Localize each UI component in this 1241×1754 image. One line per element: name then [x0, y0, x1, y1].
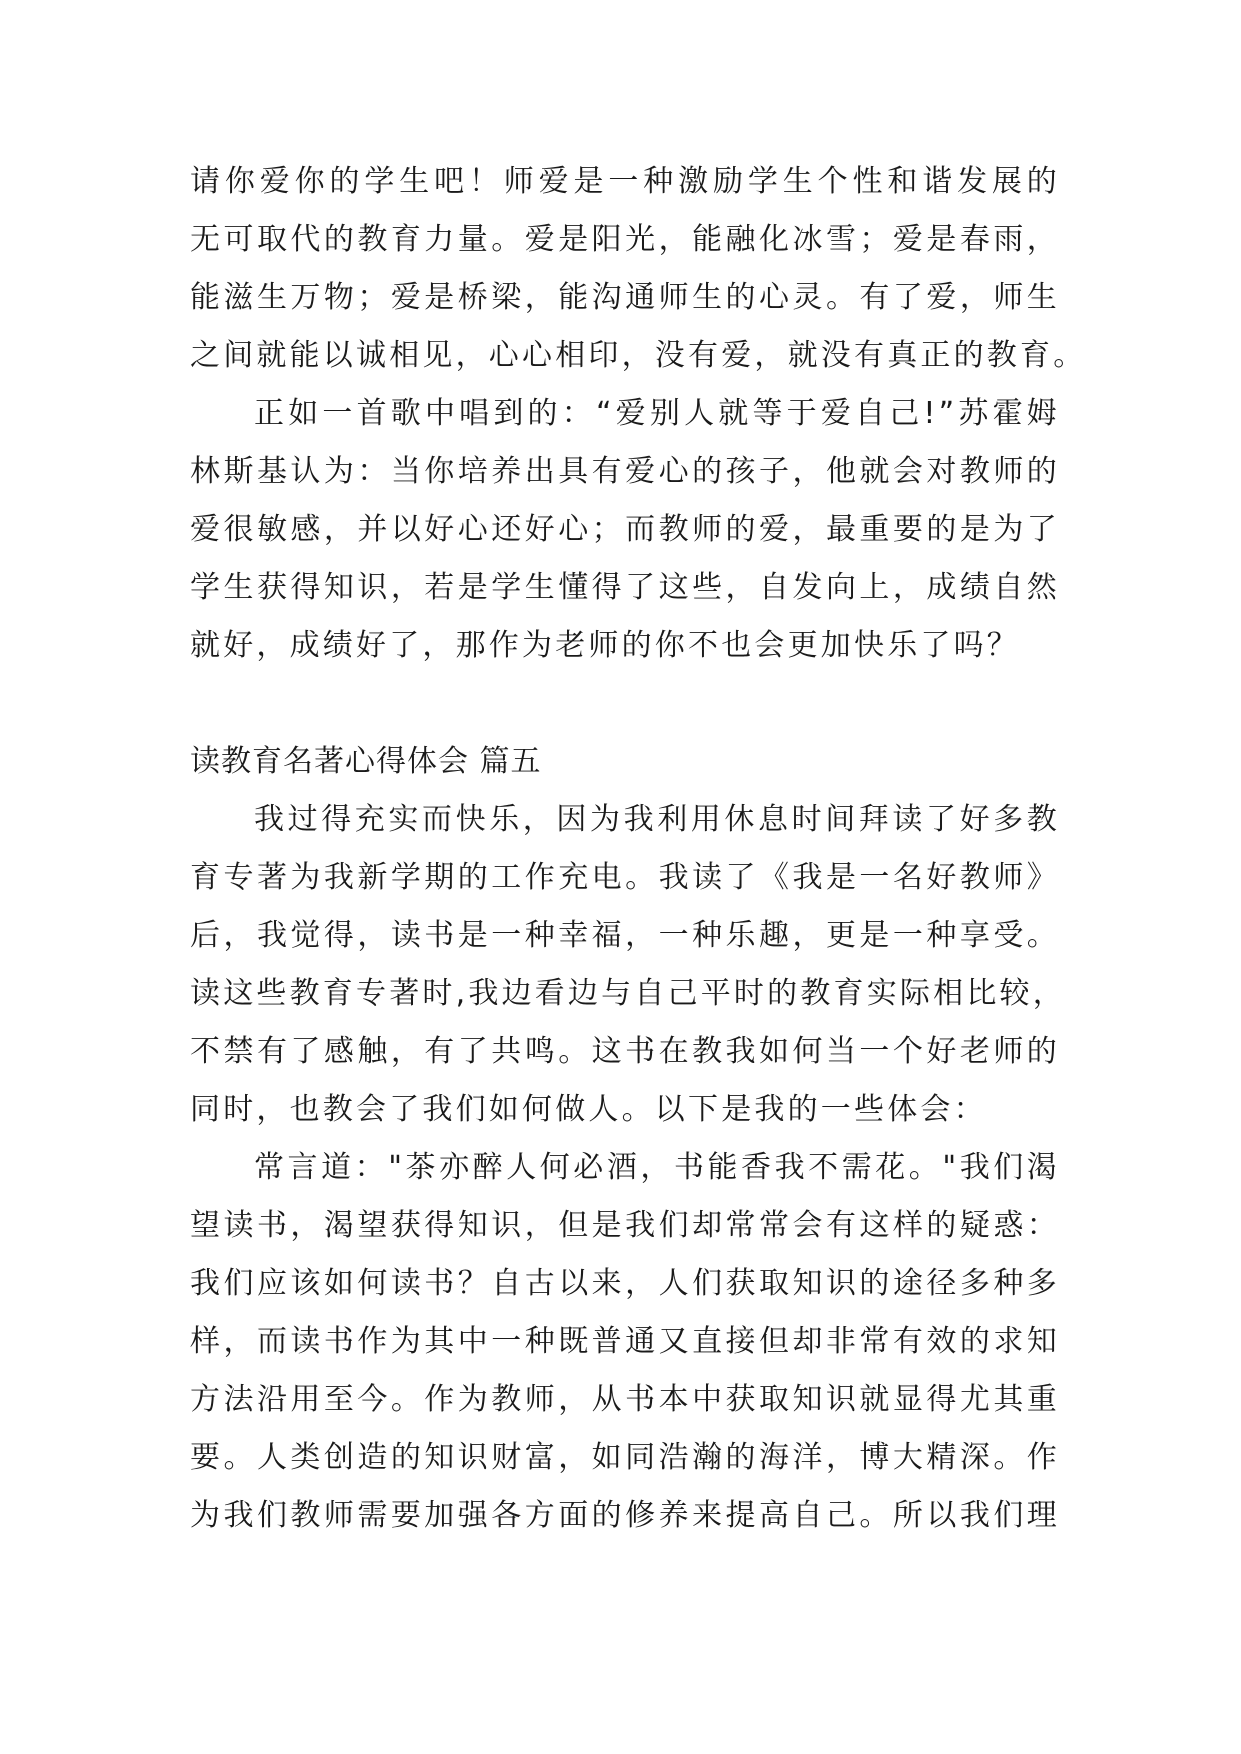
section-paragraph-1-line-5: 不禁有了感触，有了共鸣。这书在教我如何当一个好老师的: [190, 1034, 1060, 1069]
section-paragraph-2-line-5: 方法沿用至今。作为教师，从书本中获取知识就显得尤其重: [190, 1382, 1060, 1417]
paragraph-1-line-1: 请你爱你的学生吧！师爱是一种激励学生个性和谐发展的: [190, 164, 1060, 199]
section-paragraph-1-line-6: 同时，也教会了我们如何做人。以下是我的一些体会：: [190, 1092, 987, 1127]
section-paragraph-2-line-3: 我们应该如何读书？自古以来，人们获取知识的途径多种多: [190, 1266, 1060, 1301]
section-paragraph-2-line-2: 望读书，渴望获得知识，但是我们却常常会有这样的疑惑：: [190, 1208, 1060, 1243]
section-paragraph-2-line-1: 常言道："茶亦醉人何必酒，书能香我不需花。"我们渴: [254, 1150, 1060, 1185]
paragraph-1-line-2: 无可取代的教育力量。爱是阳光，能融化冰雪；爱是春雨，: [190, 222, 1060, 257]
paragraph-2-line-2: 林斯基认为：当你培养出具有爱心的孩子，他就会对教师的: [190, 454, 1060, 489]
section-heading: 读教育名著心得体会 篇五: [190, 744, 542, 779]
paragraph-2-line-3: 爱很敏感，并以好心还好心；而教师的爱，最重要的是为了: [190, 512, 1060, 547]
section-paragraph-2-line-4: 样，而读书作为其中一种既普通又直接但却非常有效的求知: [190, 1324, 1060, 1359]
paragraph-2-line-1: 正如一首歌中唱到的：“爱别人就等于爱自己!”苏霍姆: [254, 396, 1060, 431]
section-paragraph-1-line-3: 后，我觉得，读书是一种幸福，一种乐趣，更是一种享受。: [190, 918, 1060, 953]
paragraph-2-line-5: 就好，成绩好了，那作为老师的你不也会更加快乐了吗？: [190, 628, 1020, 663]
paragraph-1-line-3: 能滋生万物；爱是桥梁，能沟通师生的心灵。有了爱，师生: [190, 280, 1060, 315]
paragraph-2-line-4: 学生获得知识，若是学生懂得了这些，自发向上，成绩自然: [190, 570, 1060, 605]
section-paragraph-1-line-1: 我过得充实而快乐，因为我利用休息时间拜读了好多教: [254, 802, 1060, 837]
paragraph-1-line-4: 之间就能以诚相见，心心相印，没有爱，就没有真正的教育。: [190, 338, 1087, 373]
section-paragraph-2-line-7: 为我们教师需要加强各方面的修养来提高自己。所以我们理: [190, 1498, 1060, 1533]
section-paragraph-1-line-2: 育专著为我新学期的工作充电。我读了《我是一名好教师》: [190, 860, 1060, 895]
section-paragraph-2-line-6: 要。人类创造的知识财富，如同浩瀚的海洋，博大精深。作: [190, 1440, 1060, 1475]
section-paragraph-1-line-4: 读这些教育专著时,我边看边与自己平时的教育实际相比较，: [190, 976, 1066, 1011]
